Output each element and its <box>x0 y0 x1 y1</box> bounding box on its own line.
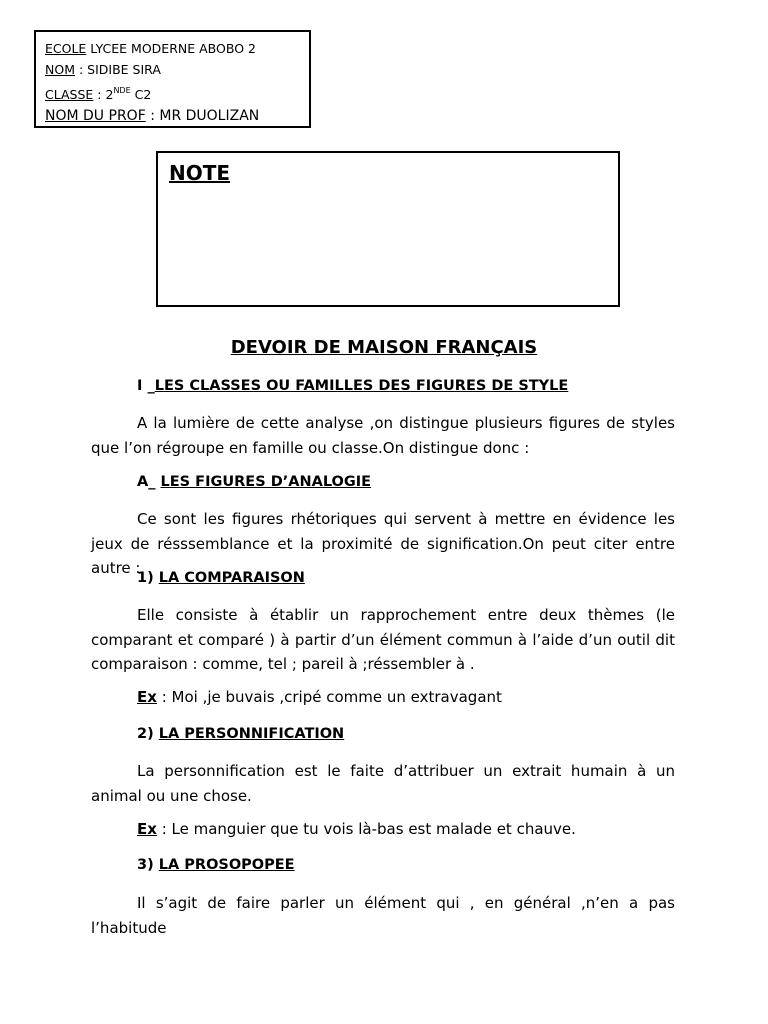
example-label: Ex <box>137 820 157 838</box>
paragraph-analogy: Ce sont les figures rhétoriques qui servent à mettre en évidence les jeux de résssemblance et la proximité de signification.On peut citer entre autre : <box>91 510 675 577</box>
document-title-text: DEVOIR DE MAISON FRANÇAIS <box>230 337 538 358</box>
paragraph-intro: A la lumière de cette analyse ,on distingue plusieurs figures de styles que l’on régroupe en famille ou classe.On distingue donc : <box>91 414 675 457</box>
paragraph-prosopopee: Il s’agit de faire parler un élément qui , en général ,n’en a pas l’habitude <box>91 894 675 937</box>
subheading-comparaison-title: LA COMPARAISON <box>158 570 305 586</box>
subheading-prosopopee <box>137 857 295 873</box>
student-info-box <box>34 30 311 128</box>
teacher-value: : MR DUOLIZAN <box>145 108 260 124</box>
class-label: CLASSE <box>45 87 94 102</box>
teacher-label: NOM DU PROF <box>45 108 146 124</box>
example-text: : Le manguier que tu vois là-bas est malade et chauve. <box>156 820 576 838</box>
subheading-personnification <box>137 726 344 742</box>
document-title <box>0 337 768 358</box>
class-value: C2 <box>130 87 152 102</box>
grade-label: NOTE <box>169 161 231 185</box>
class-separator: : 2 <box>93 87 114 102</box>
section-heading-a <box>137 474 371 490</box>
name-value: : SIDIBE SIRA <box>74 62 161 77</box>
section-heading-a-title: LES FIGURES D’ANALOGIE <box>160 474 372 490</box>
section-heading-1-prefix: I _ <box>137 378 155 394</box>
school-value: LYCEE MODERNE ABOBO 2 <box>86 41 256 56</box>
subheading-comparaison <box>137 570 305 586</box>
name-label: NOM <box>45 62 75 77</box>
school-label: ECOLE <box>45 41 87 56</box>
class-line <box>45 80 309 105</box>
class-superscript: NDE <box>113 86 131 95</box>
subheading-prosopopee-title: LA PROSOPOPEE <box>158 857 295 873</box>
teacher-line <box>45 105 309 127</box>
name-line <box>45 59 309 80</box>
subheading-prosopopee-prefix: 3) <box>137 857 159 873</box>
section-heading-a-prefix: A_ <box>137 474 161 490</box>
subheading-personnification-prefix: 2) <box>137 726 159 742</box>
subheading-personnification-title: LA PERSONNIFICATION <box>158 726 345 742</box>
example-text: : Moi ,je buvais ,cripé comme un extravagant <box>156 688 502 706</box>
subheading-comparaison-prefix: 1) <box>137 570 159 586</box>
school-line <box>45 38 309 59</box>
section-heading-1 <box>137 378 568 394</box>
section-heading-1-title: LES CLASSES OU FAMILLES DES FIGURES DE STYLE <box>154 378 569 394</box>
example-label: Ex <box>137 688 157 706</box>
grade-box <box>156 151 620 307</box>
paragraph-comparaison: Elle consiste à établir un rapprochement entre deux thèmes (le comparant et comparé ) à partir d’un élément commun à l’aide d’un outil dit comparaison : comme, tel ; pareil à ;réssembler à . <box>91 606 675 673</box>
example-personnification <box>137 820 576 838</box>
paragraph-personnification: La personnification est le faite d’attribuer un extrait humain à un animal ou une chose. <box>91 762 675 805</box>
example-comparaison <box>137 688 502 706</box>
